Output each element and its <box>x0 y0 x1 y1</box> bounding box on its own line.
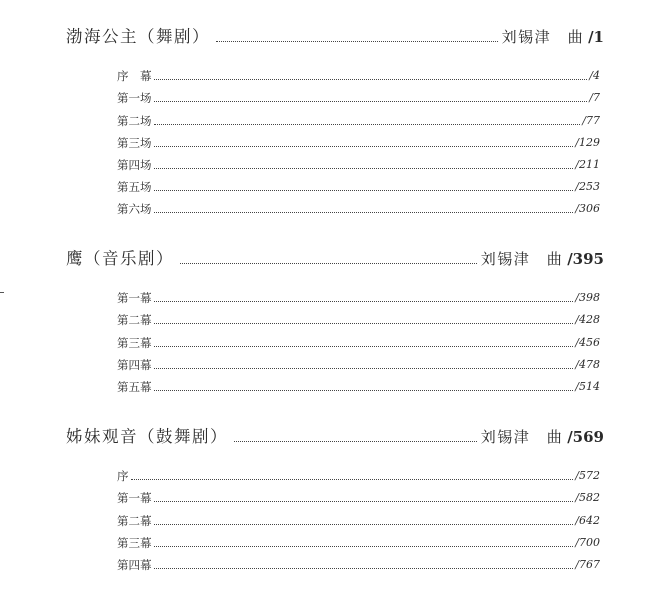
dot-leader <box>154 346 574 347</box>
entry-label: 序 <box>117 469 129 484</box>
entry-page-number: /306 <box>575 202 600 216</box>
entry-page-number: /428 <box>575 313 600 327</box>
entry-label: 第六场 <box>117 202 152 217</box>
entry-label: 第五幕 <box>117 379 152 394</box>
entry-label: 第一幕 <box>117 291 152 306</box>
entry-label: 第三场 <box>117 135 152 150</box>
entry-page-number: /456 <box>575 335 600 349</box>
dot-leader <box>154 79 588 80</box>
toc-entry[interactable] <box>117 129 600 151</box>
dot-leader <box>154 146 574 147</box>
entry-label: 第三幕 <box>117 535 152 550</box>
entry-label: 序 幕 <box>117 69 152 84</box>
dot-leader <box>154 546 574 547</box>
section-page-number: /395 <box>567 250 604 268</box>
dot-leader <box>154 524 574 525</box>
entry-label: 第二场 <box>117 113 152 128</box>
entry-label: 第四幕 <box>117 357 152 372</box>
toc-entry[interactable] <box>117 506 600 528</box>
toc-entry[interactable] <box>117 284 600 306</box>
entry-list <box>117 284 600 395</box>
toc-entry[interactable] <box>117 529 600 551</box>
entry-list <box>117 62 600 217</box>
entry-page-number: /398 <box>575 291 600 305</box>
dot-leader <box>154 323 574 324</box>
section-page-number: /1 <box>588 28 604 46</box>
dot-leader <box>216 41 498 42</box>
section-heading[interactable] <box>66 424 604 448</box>
entry-list <box>117 462 600 573</box>
dot-leader <box>154 568 574 569</box>
entry-page-number: /582 <box>575 491 600 505</box>
toc-entry[interactable] <box>117 351 600 373</box>
entry-page-number: /129 <box>575 135 600 149</box>
section-title: 渤海公主（舞剧） <box>66 27 210 46</box>
toc-entry[interactable] <box>117 106 600 128</box>
section-page-number: /569 <box>567 428 604 446</box>
dot-leader <box>154 101 588 102</box>
entry-page-number: /211 <box>575 157 600 171</box>
toc-entry[interactable] <box>117 195 600 217</box>
entry-page-number: /7 <box>589 91 600 105</box>
margin-mark <box>0 292 4 293</box>
entry-page-number: /700 <box>575 535 600 549</box>
toc-entry[interactable] <box>117 328 600 350</box>
toc-entry[interactable] <box>117 84 600 106</box>
toc-entry[interactable] <box>117 173 600 195</box>
section-title: 姊妹观音（鼓舞剧） <box>66 427 228 446</box>
dot-leader <box>154 501 574 502</box>
entry-page-number: /478 <box>575 357 600 371</box>
section-composer: 刘锡津 曲 <box>480 250 564 268</box>
section-composer: 刘锡津 曲 <box>480 428 564 446</box>
entry-label: 第一幕 <box>117 491 152 506</box>
section-heading[interactable] <box>66 24 604 48</box>
entry-label: 第二幕 <box>117 513 152 528</box>
toc-entry[interactable] <box>117 306 600 328</box>
toc-entry[interactable] <box>117 551 600 573</box>
entry-page-number: /572 <box>575 469 600 483</box>
toc-entry[interactable] <box>117 151 600 173</box>
entry-page-number: /253 <box>575 180 600 194</box>
entry-page-number: /77 <box>582 113 600 127</box>
dot-leader <box>234 441 477 442</box>
section-composer: 刘锡津 曲 <box>501 28 585 46</box>
dot-leader <box>154 301 574 302</box>
dot-leader <box>154 124 581 125</box>
entry-label: 第四幕 <box>117 557 152 572</box>
toc-entry[interactable] <box>117 373 600 395</box>
section-heading[interactable] <box>66 246 604 270</box>
dot-leader <box>154 190 574 191</box>
entry-page-number: /4 <box>589 69 600 83</box>
entry-label: 第二幕 <box>117 313 152 328</box>
toc-entry[interactable] <box>117 62 600 84</box>
section-title: 鹰（音乐剧） <box>66 249 174 268</box>
entry-page-number: /514 <box>575 379 600 393</box>
toc-entry[interactable] <box>117 462 600 484</box>
dot-leader <box>154 212 574 213</box>
entry-label: 第一场 <box>117 91 152 106</box>
entry-page-number: /642 <box>575 513 600 527</box>
entry-label: 第五场 <box>117 180 152 195</box>
entry-page-number: /767 <box>575 557 600 571</box>
dot-leader <box>154 368 574 369</box>
dot-leader <box>131 479 574 480</box>
dot-leader <box>154 168 574 169</box>
dot-leader <box>180 263 477 264</box>
toc-entry[interactable] <box>117 484 600 506</box>
dot-leader <box>154 390 574 391</box>
entry-label: 第四场 <box>117 157 152 172</box>
entry-label: 第三幕 <box>117 335 152 350</box>
